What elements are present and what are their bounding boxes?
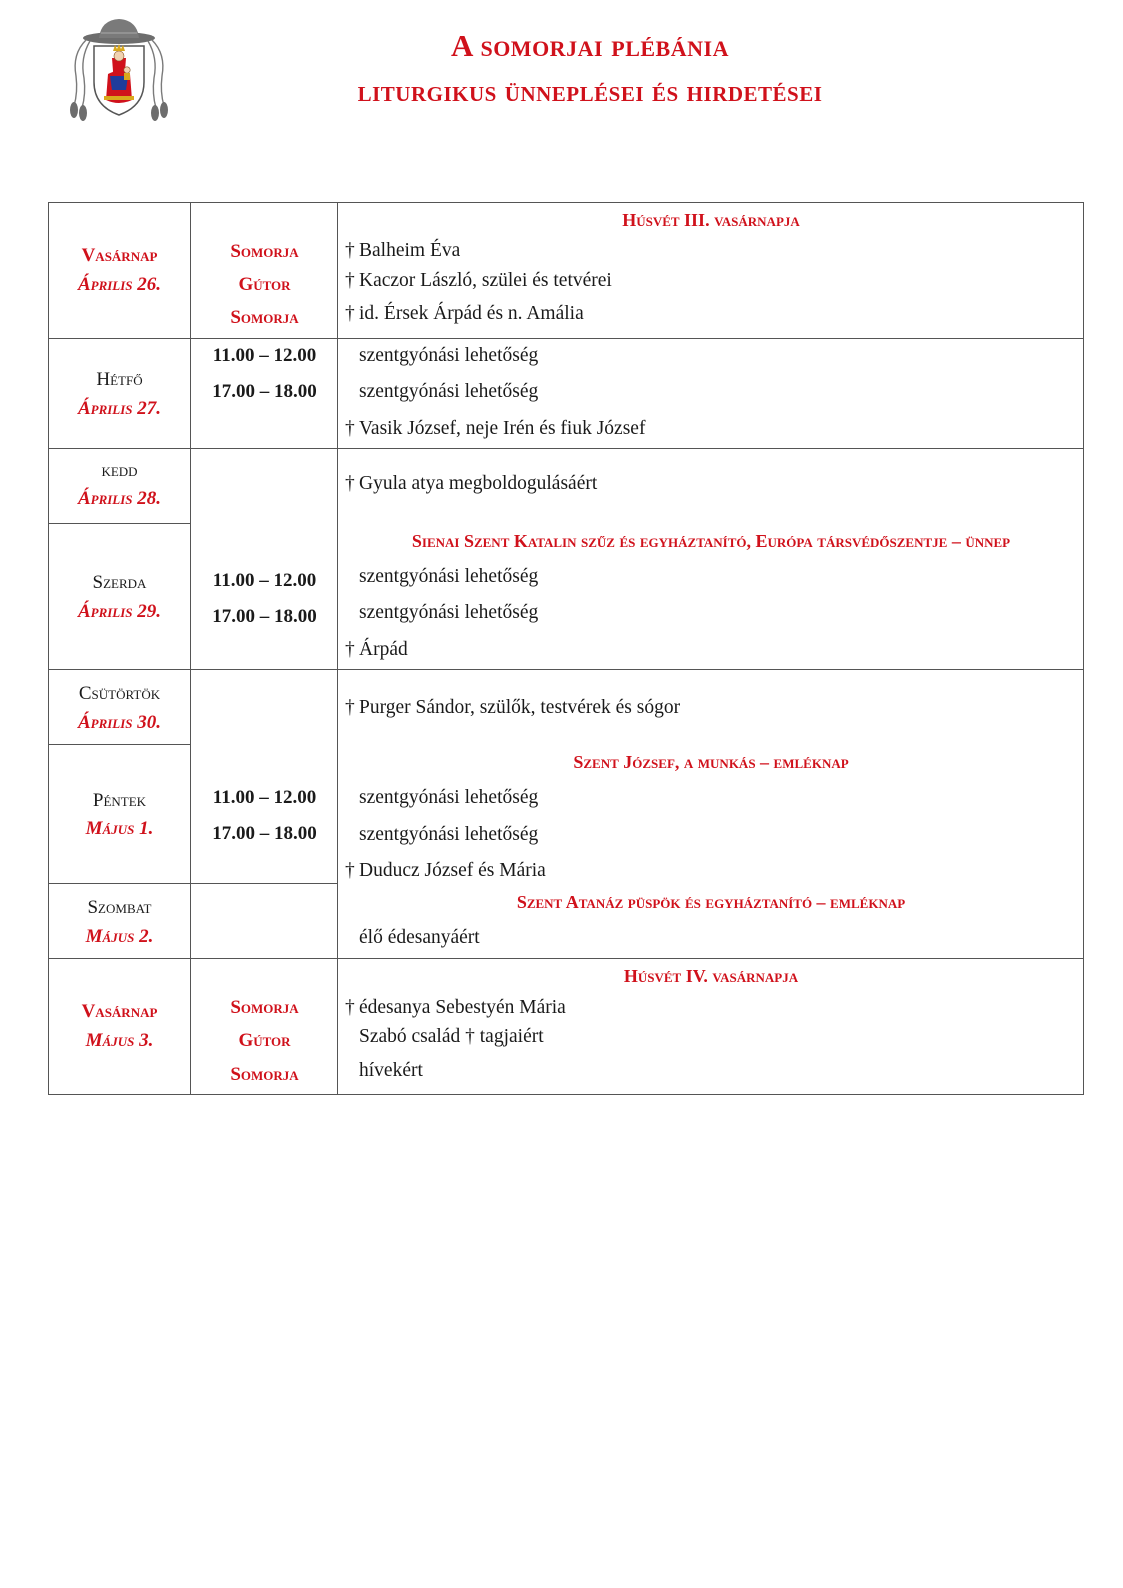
location-label: Somorja — [230, 307, 299, 328]
table-rule — [48, 202, 49, 1094]
date-label: Április 29. — [77, 601, 162, 622]
day-label: Hétfő — [96, 369, 143, 390]
table-rule — [48, 744, 191, 745]
day-label: Csütörtök — [78, 683, 161, 704]
time-label: 17.00 – 18.00 — [212, 381, 317, 402]
intention-text — [359, 1026, 544, 1048]
intention-part: Szabó család — [359, 1026, 461, 1047]
intention-text: szentgyónási lehetőség — [359, 824, 539, 845]
cross-icon: † — [345, 639, 355, 660]
date-label: Április 30. — [77, 712, 162, 733]
feast-title: Sienai Szent Katalin szűz és egyháztanító, Európa társvédőszentje – ünnep — [411, 531, 1011, 551]
intention-text: Purger Sándor, szülők, testvérek és sógor — [359, 697, 681, 718]
table-rule — [190, 202, 191, 1094]
table-rule — [48, 883, 338, 884]
table-rule — [1083, 202, 1084, 1094]
time-label: 17.00 – 18.00 — [212, 606, 317, 627]
table-rule — [48, 338, 1084, 339]
intention-text: hívekért — [359, 1060, 423, 1081]
intention-text: szentgyónási lehetőség — [359, 381, 539, 402]
intention-part: tagjaiért — [479, 1026, 544, 1047]
time-label: 11.00 – 12.00 — [212, 345, 317, 366]
cross-icon: † — [345, 418, 355, 439]
table-rule — [48, 202, 1084, 203]
day-label: Péntek — [92, 790, 147, 811]
location-label: Gútor — [238, 274, 291, 295]
date-label: Május 2. — [85, 926, 154, 947]
feast-title: Húsvét III. vasárnapja — [622, 210, 800, 230]
day-label: kedd — [101, 460, 138, 481]
cross-icon: † — [465, 1026, 475, 1047]
table-rule — [48, 958, 1084, 959]
intention-text: élő édesanyáért — [359, 927, 480, 948]
intention-text: Gyula atya megboldogulásáért — [359, 473, 598, 494]
time-label: 11.00 – 12.00 — [212, 787, 317, 808]
table-rule — [48, 523, 191, 524]
time-label: 11.00 – 12.00 — [212, 570, 317, 591]
table-rule — [48, 448, 1084, 449]
day-label: Szerda — [92, 572, 147, 593]
cross-icon: † — [345, 270, 355, 291]
time-label: 17.00 – 18.00 — [212, 823, 317, 844]
date-label: Április 27. — [77, 398, 162, 419]
location-label: Somorja — [230, 241, 299, 262]
table-rule — [48, 669, 1084, 670]
cross-icon: † — [345, 240, 355, 261]
date-label: Május 3. — [85, 1030, 154, 1051]
date-label: Április 28. — [77, 488, 162, 509]
intention-text: Balheim Éva — [359, 240, 461, 261]
intention-text: id. Érsek Árpád és n. Amália — [359, 303, 584, 324]
day-label: Szombat — [87, 897, 152, 918]
title-line-1: A somorjai plébánia — [451, 28, 729, 63]
date-label: Április 26. — [77, 274, 162, 295]
intention-text: Kaczor László, szülei és tetvérei — [359, 270, 612, 291]
intention-text: szentgyónási lehetőség — [359, 345, 539, 366]
location-label: Gútor — [238, 1030, 291, 1051]
cross-icon: † — [345, 303, 355, 324]
intention-text: szentgyónási lehetőség — [359, 602, 539, 623]
location-label: Somorja — [230, 997, 299, 1018]
page-title — [180, 24, 1000, 116]
title-line-2: liturgikus ünneplései és hirdetései — [357, 75, 823, 108]
day-label: Vasárnap — [81, 245, 158, 266]
table-rule — [337, 202, 338, 1094]
date-label: Május 1. — [85, 818, 154, 839]
location-label: Somorja — [230, 1064, 299, 1085]
parish-crest-logo — [64, 14, 174, 122]
intention-text: Vasik József, neje Irén és fiuk József — [359, 418, 646, 439]
cross-icon: † — [345, 860, 355, 881]
cross-icon: † — [345, 697, 355, 718]
intention-text: édesanya Sebestyén Mária — [359, 997, 566, 1018]
intention-text: Árpád — [359, 639, 408, 660]
galero-hat-icon — [83, 19, 155, 44]
table-rule — [48, 1094, 1084, 1095]
intention-text: szentgyónási lehetőség — [359, 566, 539, 587]
cross-icon: † — [345, 473, 355, 494]
feast-title: Húsvét IV. vasárnapja — [623, 966, 799, 986]
cross-icon: † — [345, 997, 355, 1018]
intention-text: szentgyónási lehetőség — [359, 787, 539, 808]
day-label: Vasárnap — [81, 1001, 158, 1022]
feast-title: Szent Atanáz püspök és egyháztanító – emléknap — [516, 892, 906, 912]
feast-title: Szent József, a munkás – emléknap — [573, 752, 849, 772]
intention-text: Duducz József és Mária — [359, 860, 546, 881]
